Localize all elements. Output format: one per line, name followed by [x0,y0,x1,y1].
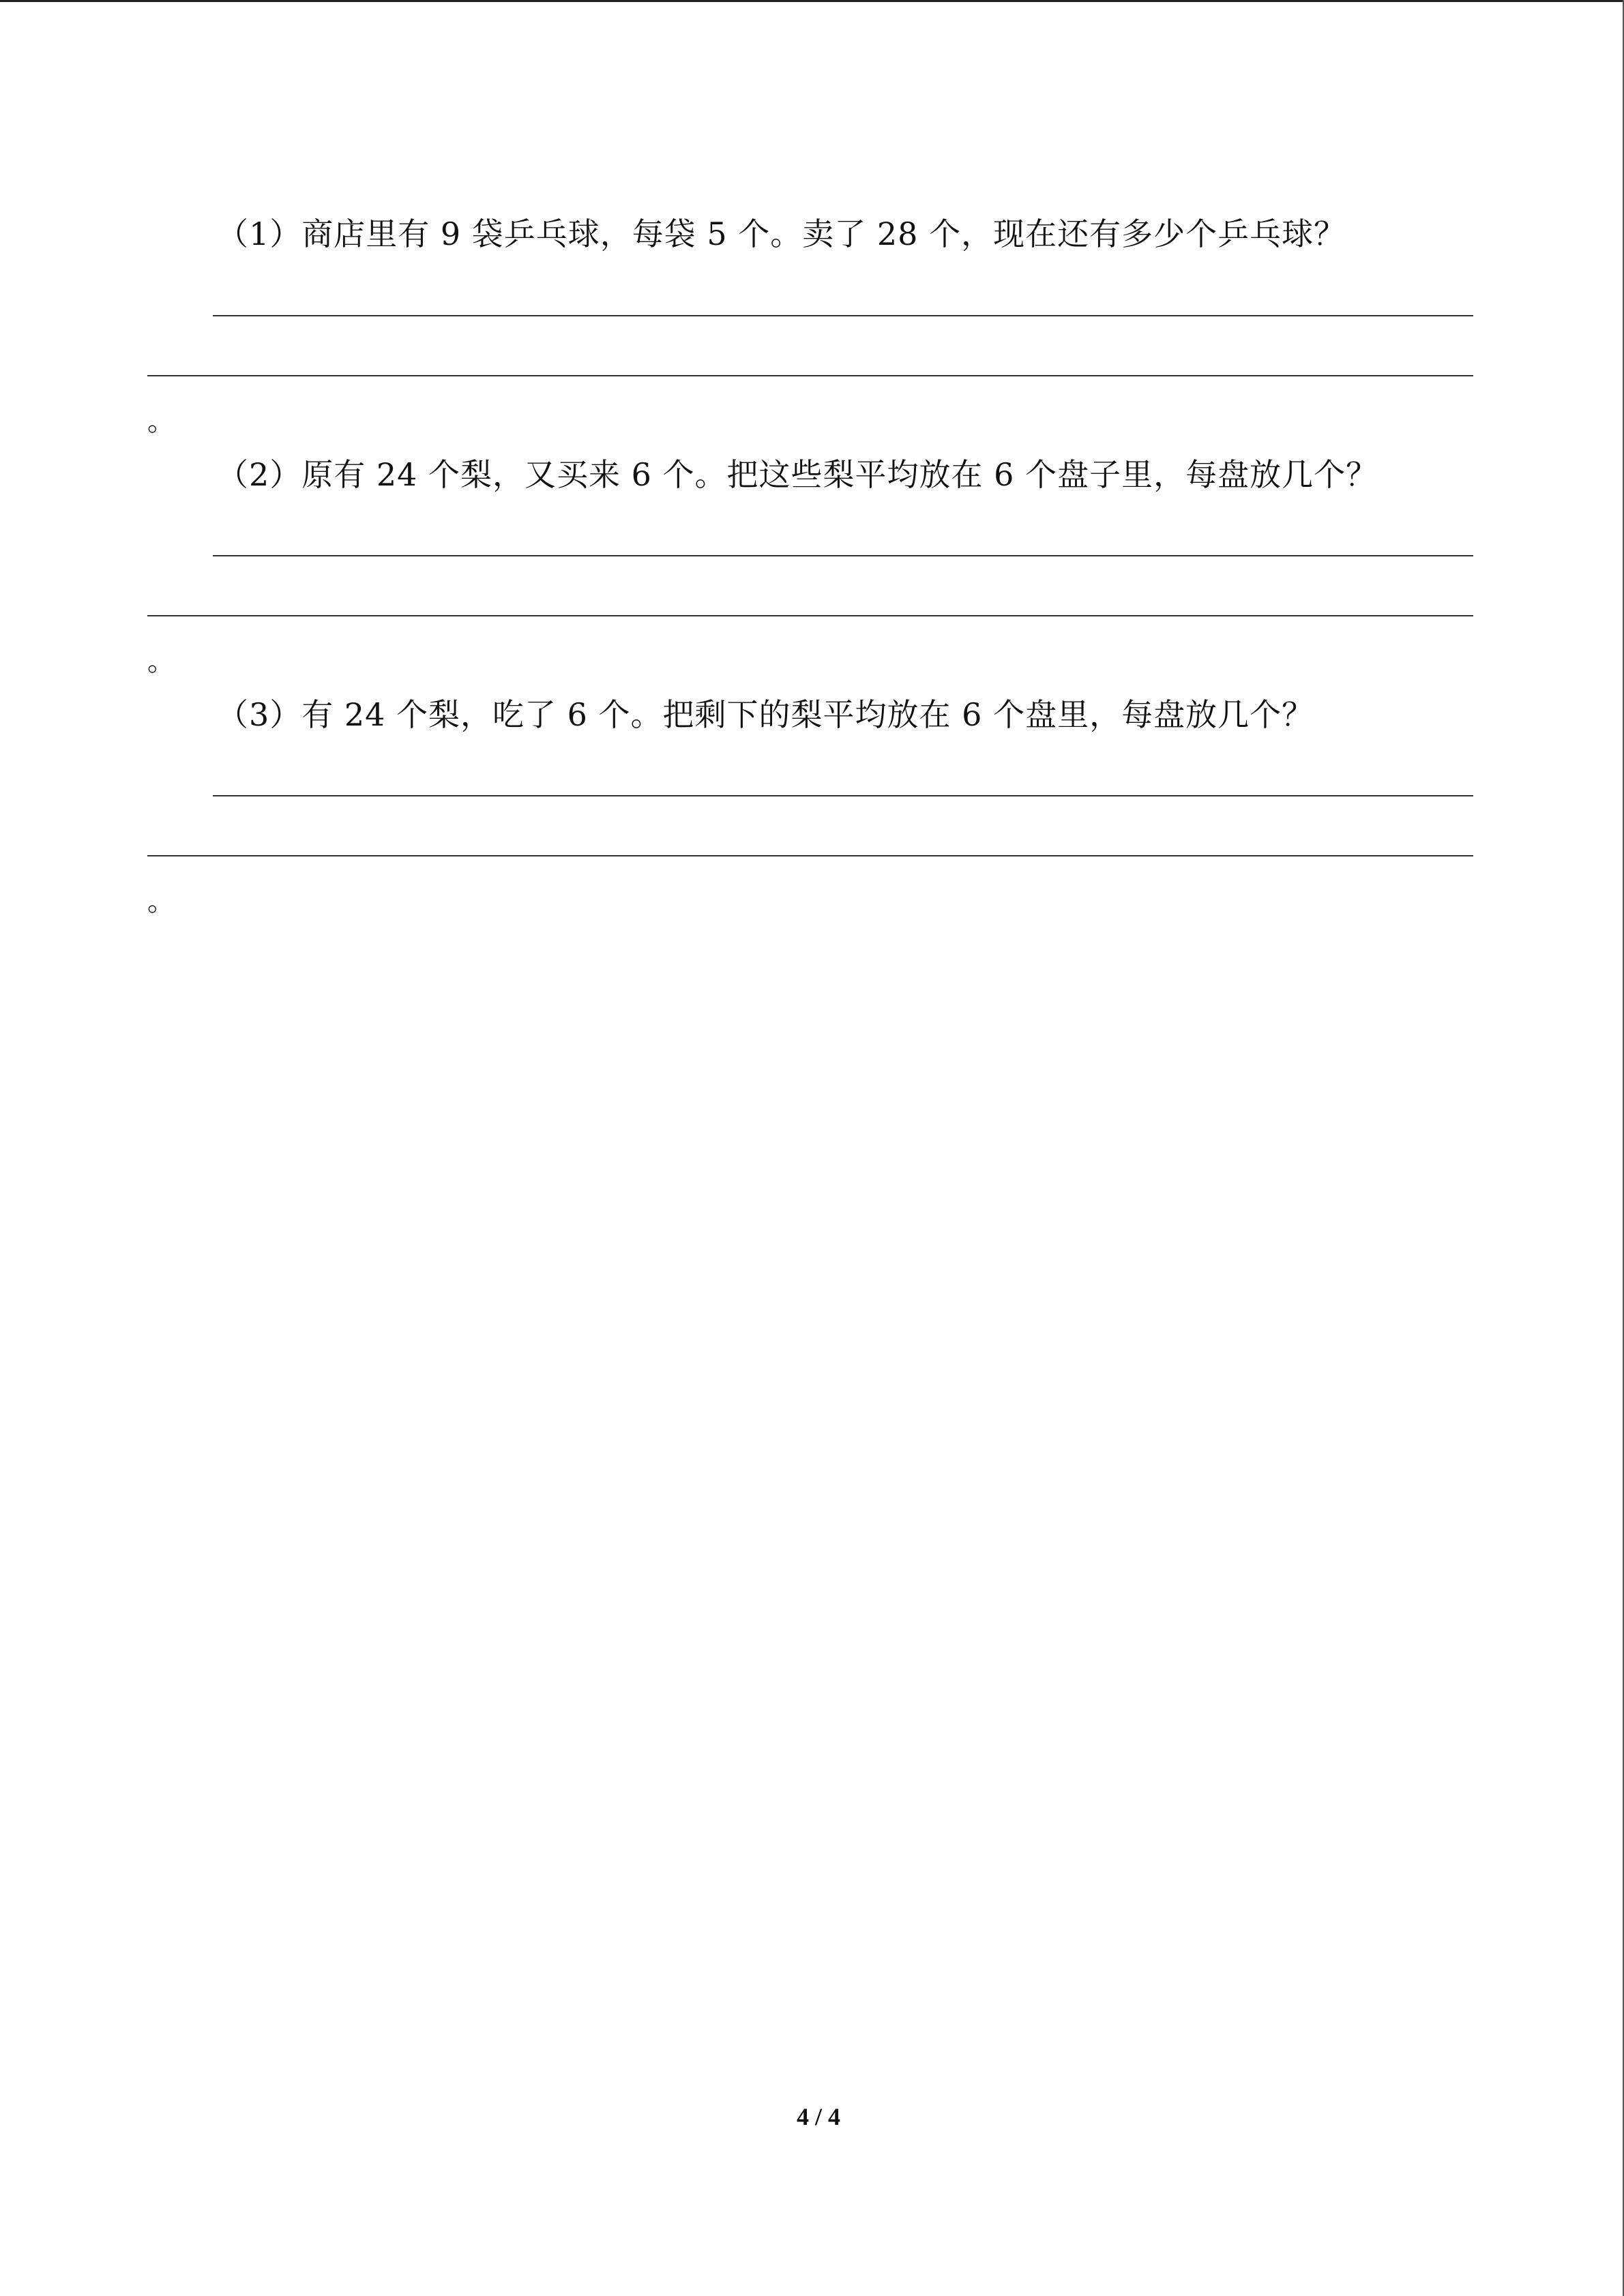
question-3-answer-line-1[interactable] [213,795,1473,796]
question-3-text: （3）有 24 个梨，吃了 6 个。把剩下的梨平均放在 6 个盘里，每盘放几个？ [217,696,1314,733]
question-1-text: （1）商店里有 9 袋乒乓球，每袋 5 个。卖了 28 个，现在还有多少个乒乓球？ [217,215,1346,252]
question-3-end-mark: 。 [147,886,175,917]
question-2-answer-line-2[interactable] [147,615,1473,616]
question-3-answer-line-2[interactable] [147,855,1473,856]
question-1-answer-line-2[interactable] [147,375,1473,376]
question-1-end-mark: 。 [147,406,175,437]
page-number: 4 / 4 [796,2103,840,2130]
question-1-answer-line-1[interactable] [213,315,1473,316]
page-top-border [0,0,1624,2]
question-2-end-mark: 。 [147,646,175,677]
question-2-answer-line-1[interactable] [213,555,1473,556]
question-2-text: （2）原有 24 个梨，又买来 6 个。把这些梨平均放在 6 个盘子里，每盘放几个？ [217,456,1378,493]
